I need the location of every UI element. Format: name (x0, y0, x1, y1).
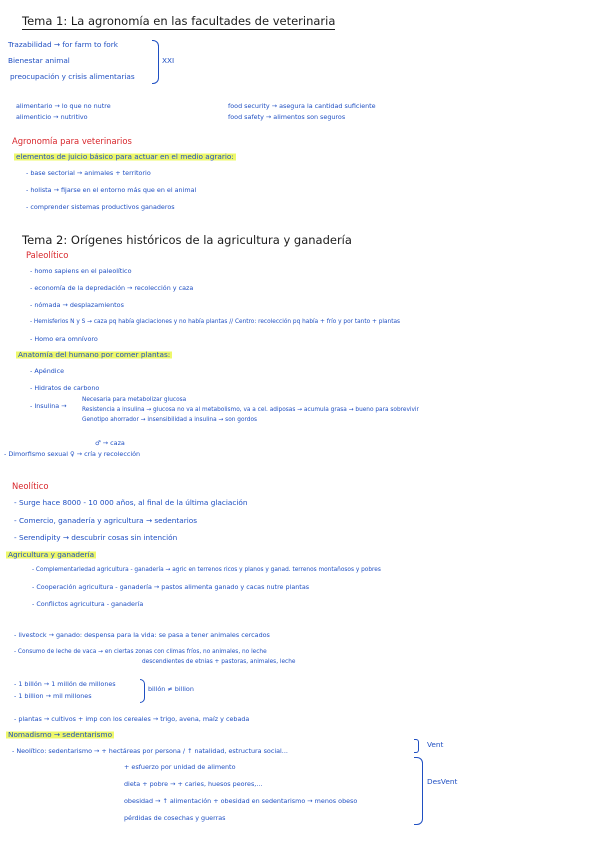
paleo-item-1: - homo sapiens en el paleolítico (30, 267, 132, 275)
anatomia-item-3: - Insulina → (30, 402, 67, 410)
agri-gan-item-3: - Conflictos agricultura - ganadería (32, 600, 144, 608)
sedentarismo-1: - Neolítico: sedentarismo → + hectáreas por persona / ↑ natalidad, estructura social... (12, 747, 288, 755)
elementos-highlight: elementos de juicio básico para actuar en el medio agrario: (16, 152, 234, 161)
xxi-label: XXI (162, 56, 175, 65)
paleo-item-5: - Homo era omnívoro (30, 335, 98, 343)
brace-xxi (152, 40, 159, 84)
food-security-line: food security → asegura la cantidad suficiente (228, 102, 376, 110)
bienestar-line: Bienestar animal (8, 56, 70, 65)
leche-line: - Consumo de leche de vaca → en ciertas zonas con climas fríos, no animales, no leche (14, 649, 267, 655)
neo-item-1: - Surge hace 8000 - 10 000 años, al final de la última glaciación (14, 498, 248, 507)
sedentarismo-5: pérdidas de cosechas y guerras (124, 814, 226, 822)
neo-item-3: - Serendipity → descubrir cosas sin intención (14, 533, 178, 542)
paleolitico-heading: Paleolítico (26, 250, 69, 260)
insulina-1: Necesaria para metabolizar glucosa (82, 397, 187, 403)
agri-gan-item-2: - Cooperación agricultura - ganadería → pastos alimenta ganado y cacas nutre plantas (32, 583, 310, 591)
anatomia-item-2: - Hidratos de carbono (30, 384, 100, 392)
insulina-3: Genotipo ahorrador → insensibilidad a insulina → son gordos (82, 417, 258, 423)
agri-gan-highlight: Agricultura y ganadería (8, 550, 95, 559)
billon-line-2: - 1 billion → mil millones (14, 692, 92, 700)
billon-line-1: - 1 billón → 1 millón de millones (14, 680, 116, 688)
vent-label: Vent (427, 740, 444, 749)
paleo-item-4: - Hemisferios N y S → caza pq había glaciaciones y no había plantas // Centro: recolección pq había + frío y por tanto + plantas (30, 319, 401, 325)
dimorfismo-line: - Dimorfismo sexual ♀ → cría y recolección (4, 450, 141, 458)
alimenticio-line: alimenticio → nutritivo (16, 113, 88, 121)
agri-gan-item-1: - Complementariedad agricultura - ganadería → agric en terrenos ricos y planos y ganad. terrenos montañosos y pobres (32, 567, 381, 573)
anatomia-line (16, 351, 172, 358)
sedentarismo-2: + esfuerzo por unidad de alimento (124, 763, 236, 771)
tema1-title: Tema 1: La agronomía en las facultades de veterinaria (22, 14, 336, 28)
desvent-label: DesVent (427, 777, 458, 786)
sedentarismo-4: obesidad → ↑ alimentación + obesidad en sedentarismo → menos obeso (124, 797, 358, 805)
agri-gan-line (6, 551, 96, 558)
dimorfismo-caza: ♂ → caza (95, 439, 125, 447)
holista-line: - holista → fijarse en el entorno más que en el animal (26, 186, 197, 194)
elementos-line (14, 153, 236, 160)
paleo-item-3: - nómada → desplazamientos (30, 301, 124, 309)
anatomia-item-1: - Apéndice (30, 367, 65, 375)
brace-desvent (414, 757, 423, 825)
comprender-line: - comprender sistemas productivos ganaderos (26, 203, 175, 211)
food-safety-line: food safety → alimentos son seguros (228, 113, 346, 121)
livestock-line: - livestock → ganado: despensa para la vida: se pasa a tener animales cercados (14, 631, 270, 639)
nomadismo-highlight: Nomadismo → sedentarismo (8, 730, 113, 739)
agronomia-heading: Agronomía para veterinarios (12, 136, 132, 146)
billon-note: billón ≠ billion (148, 685, 194, 693)
neo-item-2: - Comercio, ganadería y agricultura → sedentarios (14, 516, 198, 525)
brace-vent (414, 739, 419, 753)
leche-line-2: descendientes de etnias + pastoras, animales, leche (142, 659, 296, 665)
alimentario-line: alimentario → lo que no nutre (16, 102, 111, 110)
brace-billon (140, 679, 145, 703)
neolitico-heading: Neolítico (12, 481, 49, 491)
paleo-item-2: - economía de la depredación → recolección y caza (30, 284, 194, 292)
preocupacion-line: preocupación y crisis alimentarias (10, 72, 135, 81)
anatomia-highlight: Anatomía del humano por comer plantas: (18, 350, 171, 359)
sedentarismo-3: dieta + pobre → + caries, huesos peores,... (124, 780, 263, 788)
insulina-2: Resistencia a insulina → glucosa no va al metabolismo, va a cel. adiposas → acumula grasa → bueno para sobrevivir (82, 407, 419, 413)
plantas-line: - plantas → cultivos + imp con los cereales → trigo, avena, maíz y cebada (14, 715, 250, 723)
trazabilidad-line: Trazabilidad → for farm to fork (8, 40, 118, 49)
base-line: - base sectorial → animales + territorio (26, 169, 151, 177)
tema2-title: Tema 2: Orígenes históricos de la agricultura y ganadería (22, 233, 352, 247)
nomadismo-line (6, 731, 114, 738)
